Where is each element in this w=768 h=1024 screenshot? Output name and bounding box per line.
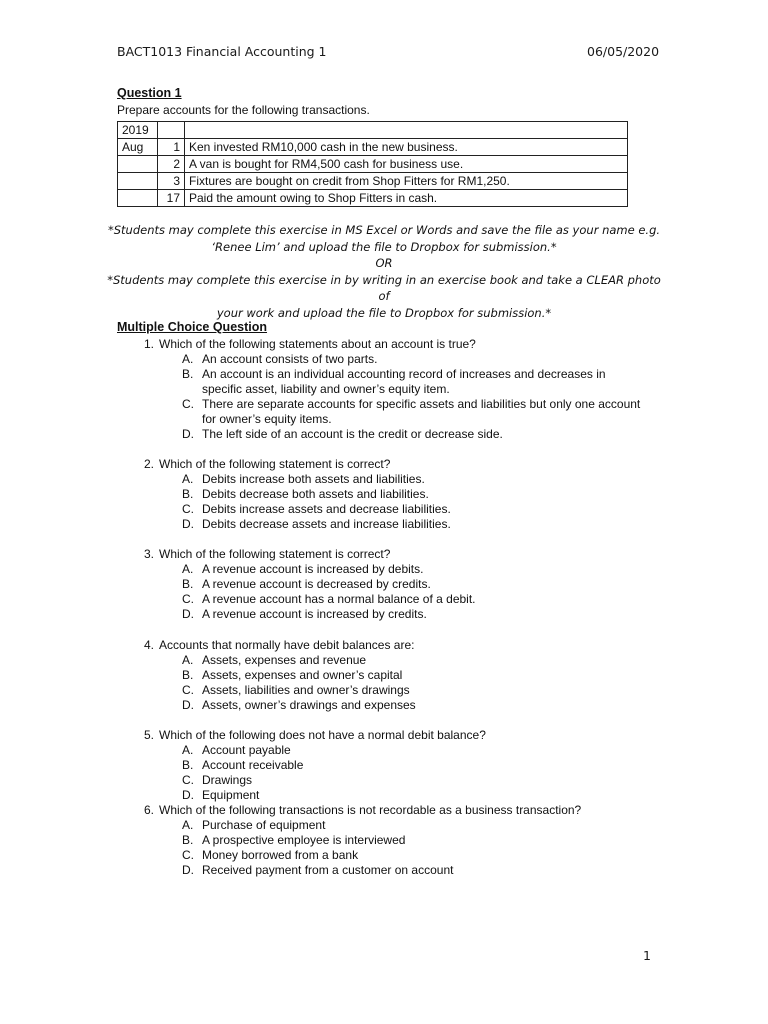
option-text: An account is an individual accounting record of increases and decreases in specific asset, liability and owner’s equity item. xyxy=(202,367,606,396)
option-letter: B. xyxy=(182,487,194,501)
note-line: *Students may complete this exercise in by writing in an exercise book and take a CLEAR photo of xyxy=(107,272,661,303)
note-line: OR xyxy=(375,256,393,270)
table-cell: 2 xyxy=(158,156,185,173)
course-header: BACT1013 Financial Accounting 1 xyxy=(117,44,327,59)
table-cell xyxy=(118,190,158,207)
transactions-table xyxy=(117,121,628,207)
option-item xyxy=(182,698,642,713)
table-cell: 3 xyxy=(158,173,185,190)
option-item xyxy=(182,758,642,773)
option-text: Assets, expenses and owner’s capital xyxy=(202,668,403,682)
option-text: Debits decrease assets and increase liabilities. xyxy=(202,517,451,531)
option-item xyxy=(182,833,642,848)
option-letter: D. xyxy=(182,427,194,441)
option-letter: D. xyxy=(182,517,194,531)
option-letter: D. xyxy=(182,607,194,621)
table-row xyxy=(118,139,628,156)
option-item xyxy=(182,592,642,607)
option-item xyxy=(182,607,642,622)
question-number: 5. xyxy=(143,728,154,742)
option-letter: C. xyxy=(182,592,194,606)
question-text: Which of the following statement is correct? xyxy=(159,547,391,561)
table-cell: 1 xyxy=(158,139,185,156)
document-date: 06/05/2020 xyxy=(587,44,660,59)
table-cell: Ken invested RM10,000 cash in the new business. xyxy=(185,139,628,156)
mcq-question-3 xyxy=(130,547,670,622)
option-text: Drawings xyxy=(202,773,253,787)
question-number: 2. xyxy=(143,457,154,471)
question1-title: Question 1 xyxy=(117,86,182,100)
option-item xyxy=(182,683,642,698)
table-cell: Fixtures are bought on credit from Shop Fitters for RM1,250. xyxy=(185,173,628,190)
note-line: your work and upload the file to Dropbox for submission.* xyxy=(216,305,552,320)
option-item xyxy=(182,517,642,532)
option-item xyxy=(182,427,642,442)
mcq-question-6 xyxy=(130,803,670,878)
option-text: An account consists of two parts. xyxy=(202,352,378,366)
option-letter: B. xyxy=(182,833,194,847)
table-row xyxy=(118,173,628,190)
table-row xyxy=(118,190,628,207)
option-text: Debits increase assets and decrease liabilities. xyxy=(202,502,451,516)
option-text: Received payment from a customer on account xyxy=(202,863,454,877)
option-item xyxy=(182,788,642,803)
option-item xyxy=(182,472,642,487)
option-letter: A. xyxy=(182,743,194,757)
table-cell xyxy=(118,156,158,173)
option-item xyxy=(182,487,642,502)
option-item xyxy=(182,653,642,668)
mcq-question-2 xyxy=(130,457,670,532)
option-text: Purchase of equipment xyxy=(202,818,326,832)
table-cell: Paid the amount owing to Shop Fitters in cash. xyxy=(185,190,628,207)
table-cell: 2019 xyxy=(118,122,158,139)
question-text: Which of the following transactions is not recordable as a business transaction? xyxy=(159,803,582,817)
option-letter: C. xyxy=(182,683,194,697)
option-text: Account payable xyxy=(202,743,291,757)
page-number: 1 xyxy=(643,948,651,963)
option-text: Debits increase both assets and liabilities. xyxy=(202,472,425,486)
question-number: 3. xyxy=(143,547,154,561)
option-text: Assets, owner’s drawings and expenses xyxy=(202,698,416,712)
option-letter: B. xyxy=(182,668,194,682)
table-row xyxy=(118,156,628,173)
option-item xyxy=(182,743,642,758)
option-item xyxy=(182,352,642,367)
option-letter: C. xyxy=(182,773,194,787)
table-cell xyxy=(185,122,628,139)
option-text: Debits decrease both assets and liabilities. xyxy=(202,487,429,501)
option-text: Assets, expenses and revenue xyxy=(202,653,367,667)
option-letter: A. xyxy=(182,562,194,576)
option-letter: C. xyxy=(182,397,194,411)
option-text: The left side of an account is the credit or decrease side. xyxy=(202,427,503,441)
table-cell: Aug xyxy=(118,139,158,156)
option-text: There are separate accounts for specific assets and liabilities but only one account for owner’s equity items. xyxy=(202,397,641,426)
option-letter: B. xyxy=(182,758,194,772)
table-cell: A van is bought for RM4,500 cash for business use. xyxy=(185,156,628,173)
option-letter: D. xyxy=(182,788,194,802)
question-number: 1. xyxy=(143,337,154,351)
submission-notes xyxy=(104,222,664,321)
question-number: 6. xyxy=(143,803,154,817)
question1-instruction: Prepare accounts for the following transactions. xyxy=(117,103,370,117)
table-cell xyxy=(118,173,158,190)
question-text: Which of the following statement is correct? xyxy=(159,457,391,471)
mcq-title: Multiple Choice Question xyxy=(117,320,268,334)
mcq-question-1 xyxy=(130,337,670,442)
option-item xyxy=(182,848,642,863)
question-text: Which of the following does not have a normal debit balance? xyxy=(159,728,486,742)
option-text: A prospective employee is interviewed xyxy=(202,833,406,847)
option-text: Equipment xyxy=(202,788,260,802)
mcq-question-5 xyxy=(130,728,670,803)
option-text: A revenue account is increased by credits. xyxy=(202,607,427,621)
option-item xyxy=(182,397,642,427)
table-cell xyxy=(158,122,185,139)
option-text: Account receivable xyxy=(202,758,304,772)
option-letter: A. xyxy=(182,472,194,486)
option-item xyxy=(182,502,642,517)
option-item xyxy=(182,562,642,577)
option-text: Assets, liabilities and owner’s drawings xyxy=(202,683,410,697)
option-letter: D. xyxy=(182,863,194,877)
option-letter: A. xyxy=(182,818,194,832)
question-number: 4. xyxy=(143,638,154,652)
option-text: Money borrowed from a bank xyxy=(202,848,359,862)
option-item xyxy=(182,668,642,683)
option-letter: B. xyxy=(182,367,194,381)
option-item xyxy=(182,367,642,397)
table-row xyxy=(118,122,628,139)
note-line: ‘Renee Lim’ and upload the file to Dropbox for submission.* xyxy=(211,239,557,254)
option-item xyxy=(182,818,642,833)
mcq-question-4 xyxy=(130,638,670,713)
question-text: Accounts that normally have debit balances are: xyxy=(159,638,415,652)
option-letter: C. xyxy=(182,848,194,862)
option-letter: A. xyxy=(182,352,194,366)
option-letter: A. xyxy=(182,653,194,667)
option-letter: C. xyxy=(182,502,194,516)
note-line: *Students may complete this exercise in MS Excel or Words and save the file as your name e.g. xyxy=(107,223,661,237)
option-text: A revenue account has a normal balance of a debit. xyxy=(202,592,476,606)
option-text: A revenue account is increased by debits. xyxy=(202,562,424,576)
table-cell: 17 xyxy=(158,190,185,207)
option-text: A revenue account is decreased by credits. xyxy=(202,577,431,591)
option-item xyxy=(182,863,642,878)
option-item xyxy=(182,773,642,788)
question-text: Which of the following statements about an account is true? xyxy=(159,337,476,351)
option-letter: B. xyxy=(182,577,194,591)
option-letter: D. xyxy=(182,698,194,712)
option-item xyxy=(182,577,642,592)
